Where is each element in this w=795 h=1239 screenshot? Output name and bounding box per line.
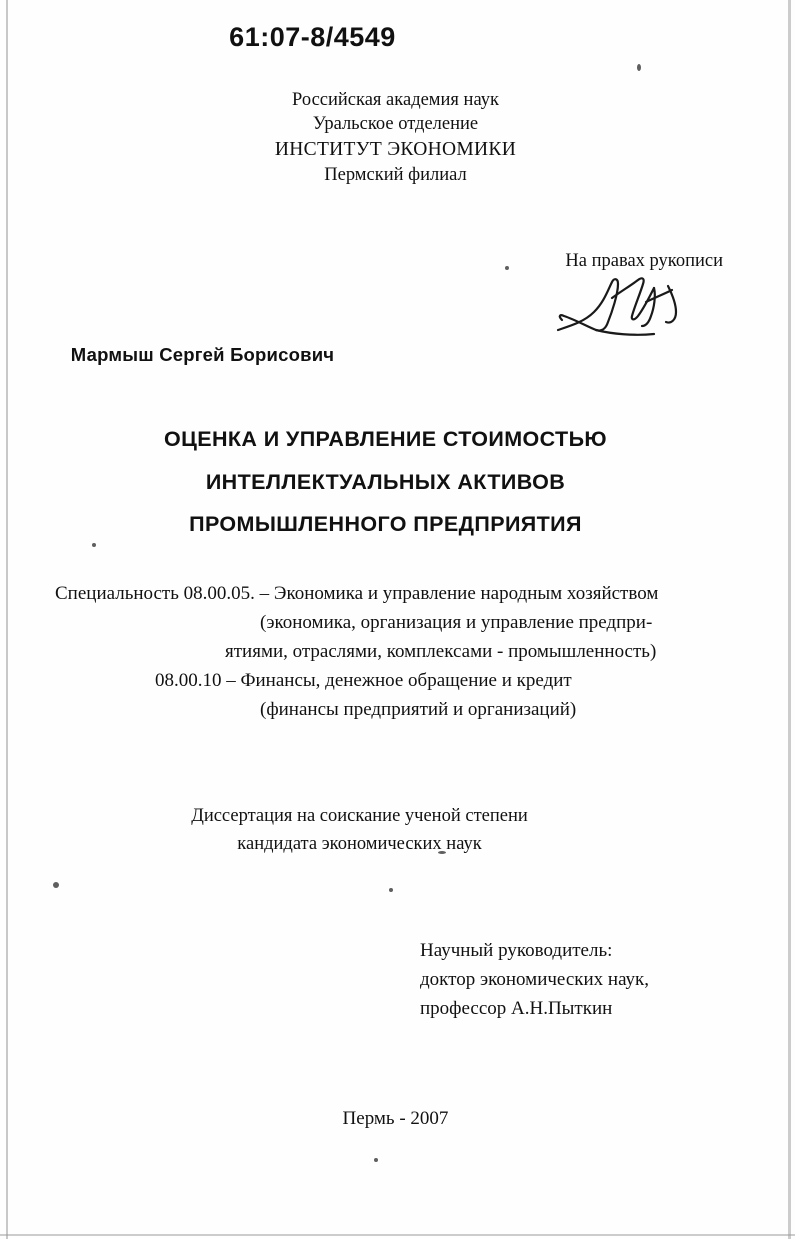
author-name: Мармыш Сергей Борисович [70,344,335,365]
advisor-degree: доктор экономических наук, [420,968,650,990]
scan-speck [637,64,641,71]
organization-line-branch: Уральское отделение [312,114,479,135]
scan-speck [389,888,393,892]
title-line-3: ПРОМЫШЛЕННОГО ПРЕДПРИЯТИЯ [189,512,582,537]
organization-line-academy: Российская академия наук [292,90,499,110]
degree-line-1: Диссертация на соискание ученой степени [191,806,528,826]
scan-speck [505,266,509,270]
manuscript-note: На правах рукописи [565,251,723,271]
degree-line-2: кандидата экономических наук [237,833,482,854]
specialty-line-4: 08.00.10 – Финансы, денежное обращение и кредит [155,669,572,691]
advisor-name: профессор А.Н.Пыткин [420,997,613,1019]
dissertation-title [0,418,783,546]
specialty-line-3: ятиями, отраслями, комплексами - промышленность) [225,640,657,662]
specialty-block [55,580,720,724]
degree-block [0,803,757,859]
catalog-number: 61:07-8/4549 [229,22,396,52]
scan-edge-bottom [0,1234,795,1236]
advisor-label: Научный руководитель: [420,940,613,961]
place-and-year: Пермь - 2007 [342,1108,449,1129]
organization-line-filial: Пермский филиал [324,164,467,185]
organization-block [0,88,793,187]
handwritten-signature [550,268,700,348]
scan-speck [374,1158,378,1162]
advisor-block [420,937,649,1024]
specialty-line-1: Специальность 08.00.05. – Экономика и управление народным хозяйством [55,583,659,604]
scan-speck [53,882,59,888]
title-line-2: ИНТЕЛЛЕКТУАЛЬНЫХ АКТИВОВ [205,469,566,494]
specialty-line-2: (экономика, организация и управление предпри- [260,611,653,633]
title-line-1: ОЦЕНКА И УПРАВЛЕНИЕ СТОИМОСТЬЮ [163,427,607,451]
organization-line-institute: ИНСТИТУТ ЭКОНОМИКИ [274,138,517,160]
specialty-line-5: (финансы предприятий и организаций) [260,698,577,720]
